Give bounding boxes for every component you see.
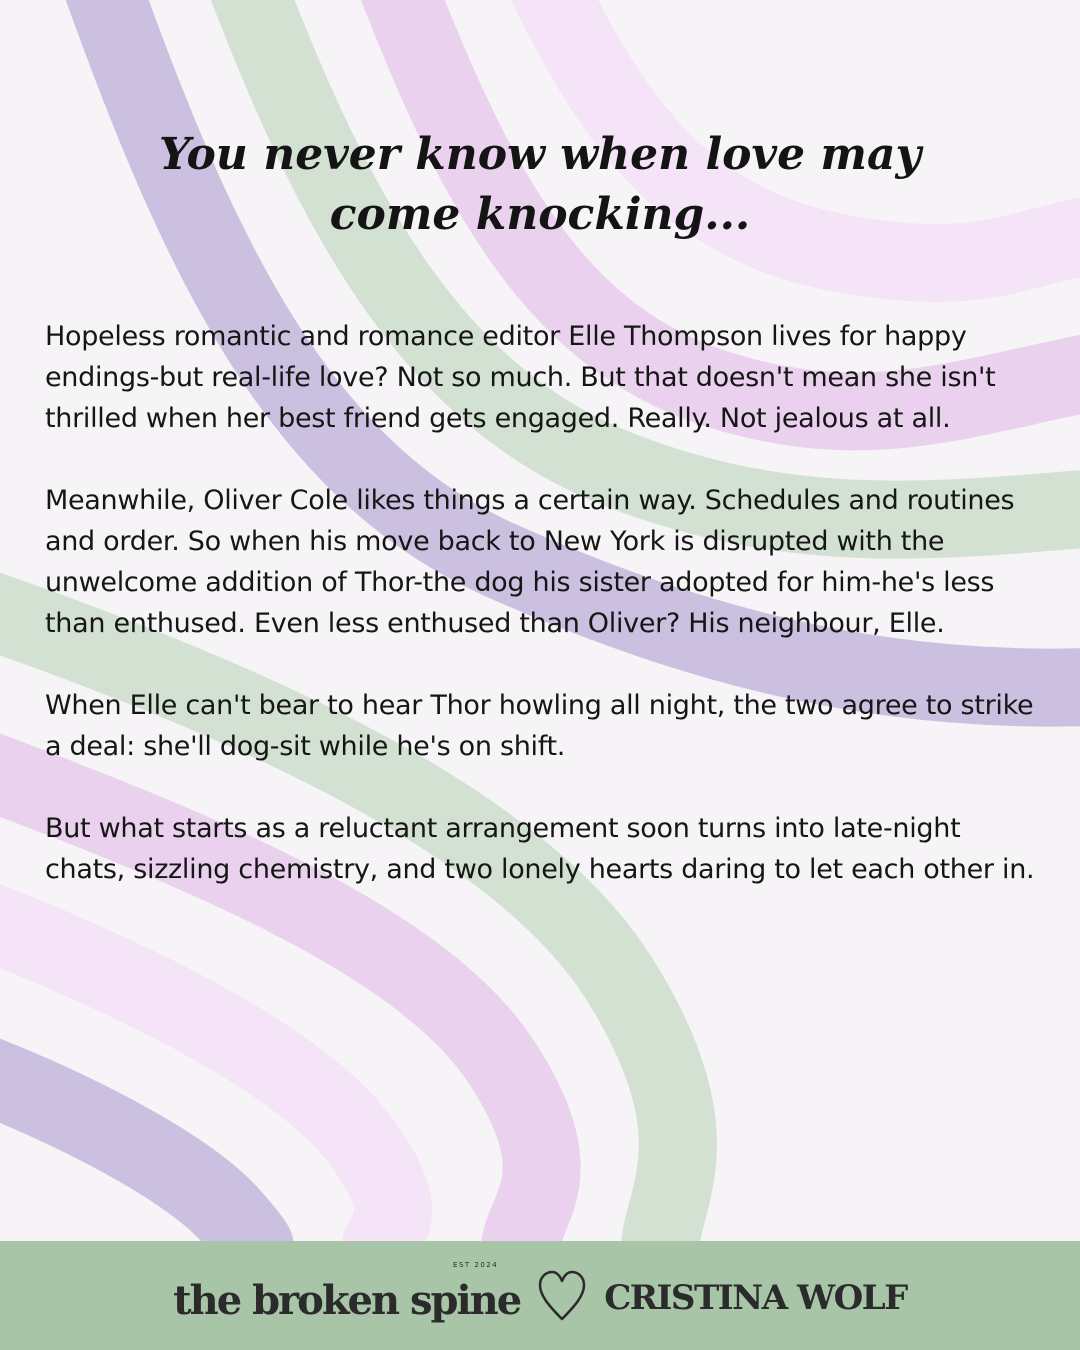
headline (0, 125, 1080, 245)
heart-outline-icon (536, 1267, 588, 1325)
blurb-paragraph: Meanwhile, Oliver Cole likes things a certain way. Schedules and routines and order. So when his move back to New York is disrupted with the unwelcome addition of Thor-the dog his sister adopted for him-he's less than enthused. Even less enthused than Oliver? His neighbour, Elle. (45, 485, 1015, 639)
brand-est-mark: EST 2024 (453, 1261, 499, 1269)
brand-name: the broken spine (173, 1277, 521, 1324)
blurb-paragraph: When Elle can't bear to hear Thor howling all night, the two agree to strike a deal: she'll dog-sit while he's on shift. (45, 690, 1034, 762)
footer-band (0, 1241, 1080, 1350)
book-blurb (45, 316, 1045, 931)
author-name: CRISTINA WOLF (604, 1277, 907, 1318)
blurb-paragraph: Hopeless romantic and romance editor Elle Thompson lives for happy endings-but real-life love? Not so much. But that doesn't mean she isn't thrilled when her best friend gets engaged. Really. Not jealous at all. (45, 321, 996, 434)
brand-logo (173, 1261, 521, 1324)
headline-line-2: come knocking... (329, 189, 751, 240)
blurb-paragraph: But what starts as a reluctant arrangement soon turns into late-night chats, sizzling chemistry, and two lonely hearts daring to let each other in. (45, 813, 1035, 885)
headline-line-1: You never know when love may (158, 129, 922, 180)
stripe-purple-lower (0, 1065, 255, 1250)
